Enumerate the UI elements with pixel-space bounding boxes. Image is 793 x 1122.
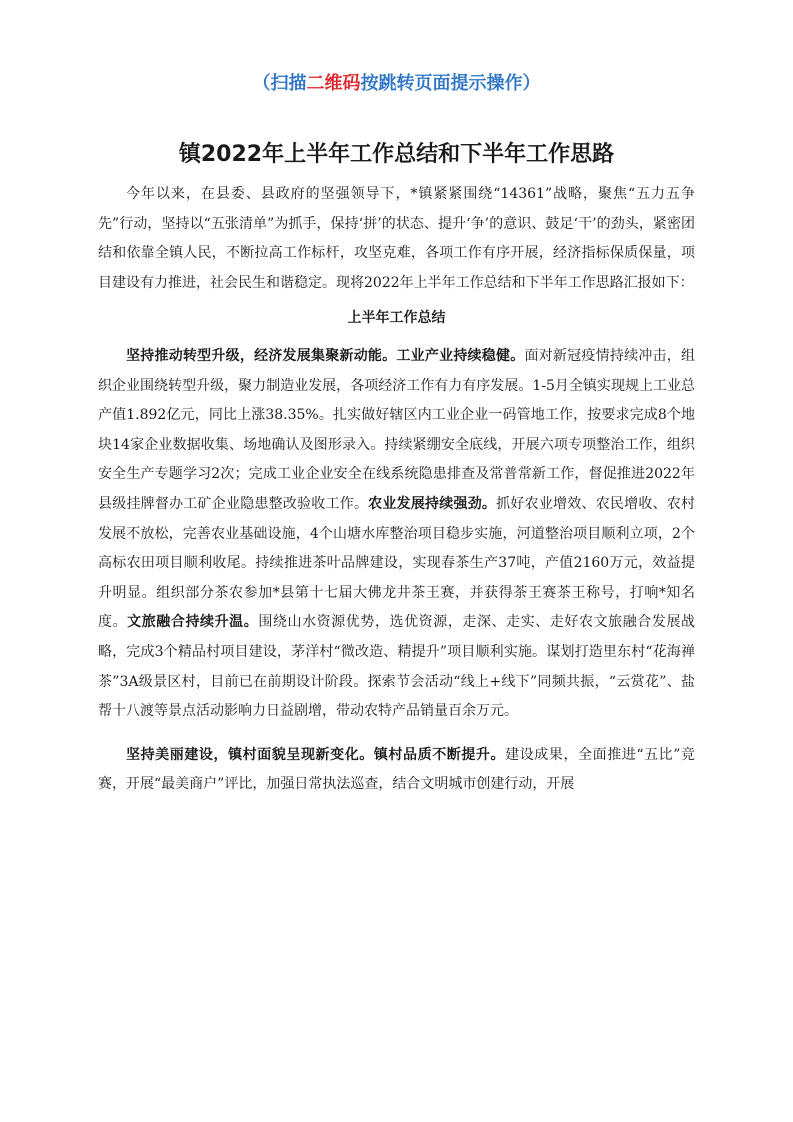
economy-paragraph xyxy=(98,342,695,727)
economy-lead-heading: 坚持推动转型升级，经济发展集聚新动能。 xyxy=(126,347,397,364)
construction-lead-heading: 坚持美丽建设，镇村面貌呈现新变化。 xyxy=(126,746,374,763)
agriculture-heading: 农业发展持续强劲。 xyxy=(368,495,497,512)
quality-heading: 镇村品质不断提升。 xyxy=(373,746,506,763)
scan-qrcode-banner xyxy=(0,70,793,98)
beautiful-construction-paragraph xyxy=(98,741,695,800)
banner-qrcode-text: 二维码 xyxy=(306,73,361,94)
banner-scan-text: 扫描 xyxy=(270,73,307,94)
agriculture-text: 抓好农业增效、农民增收、农村发展不放松，完善农业基础设施，4个山塘水库整治项目稳步实施，河道整治项目顺利立项，2个高标农田项目顺利收尾。持续推进茶叶品牌建设，实现春茶生产37吨，产值2160万元，效益提升明显。组织部分茶农参加*县第十七届大佛龙井茶王赛，并获得茶王赛茶王称号，打响*知名度。 xyxy=(98,495,696,631)
tourism-text: 围绕山水资源优势，选优资源，走深、走实、走好农文旅融合发展战略，完成3个精品村项目建设，茅洋村“微改造、精提升”项目顺利实施。谋划打造里东村“花海禅茶”3A级景区村，目前已在前期设计阶段。探索节会活动“线上+线下”同频共振，“云赏花”、盐帮十八渡等景点活动影响力日益剧增，带动农特产品销量百余万元。 xyxy=(98,614,696,720)
document-body xyxy=(98,180,695,800)
industry-heading: 工业产业持续稳健。 xyxy=(396,347,525,364)
tourism-heading: 文旅融合持续升温。 xyxy=(127,614,259,631)
intro-paragraph: 今年以来，在县委、县政府的坚强领导下，*镇紧紧围绕“14361”战略，聚焦“五力五争先”行动，坚持以“五张清单”为抓手，保持‘拼’的状态、提升‘争’的意识、鼓足‘干’的劲头，紧密团结和依靠全镇人民，不断拉高工作标杆，攻坚克难，各项工作有序开展，经济指标保质保量，项目建设有力推进，社会民生和谐稳定。现将2022年上半年工作总结和下半年工作思路汇报如下： xyxy=(98,186,695,291)
banner-close-paren: ） xyxy=(522,73,541,94)
banner-instruction-text: 按跳转页面提示操作 xyxy=(360,73,523,94)
banner-open-paren: （ xyxy=(252,73,271,94)
document-title: 镇2022年上半年工作总结和下半年工作思路 xyxy=(178,142,615,167)
section-heading: 上半年工作总结 xyxy=(347,310,446,327)
quality-text: 建设成果，全面推进“五比”竞赛，开展“最美商户”评比，加强日常执法巡查，结合文明城市创建行动，开展 xyxy=(98,746,695,793)
industry-text: 面对新冠疫情持续冲击，组织企业围绕转型升级，聚力制造业发展，各项经济工作有力有序发展。1-5月全镇实现规上工业总产值1.892亿元，同比上涨38.35%。扎实做好辖区内工业企业一码管地工作，按要求完成8个地块14家企业数据收集、场地确认及图形录入。持续紧绷安全底线，开展六项专项整治工作，组织安全生产专题学习2次；完成工业企业安全在线系统隐患排查及常普常新工作，督促推进2022年县级挂牌督办工矿企业隐患整改验收工作。 xyxy=(98,347,696,512)
